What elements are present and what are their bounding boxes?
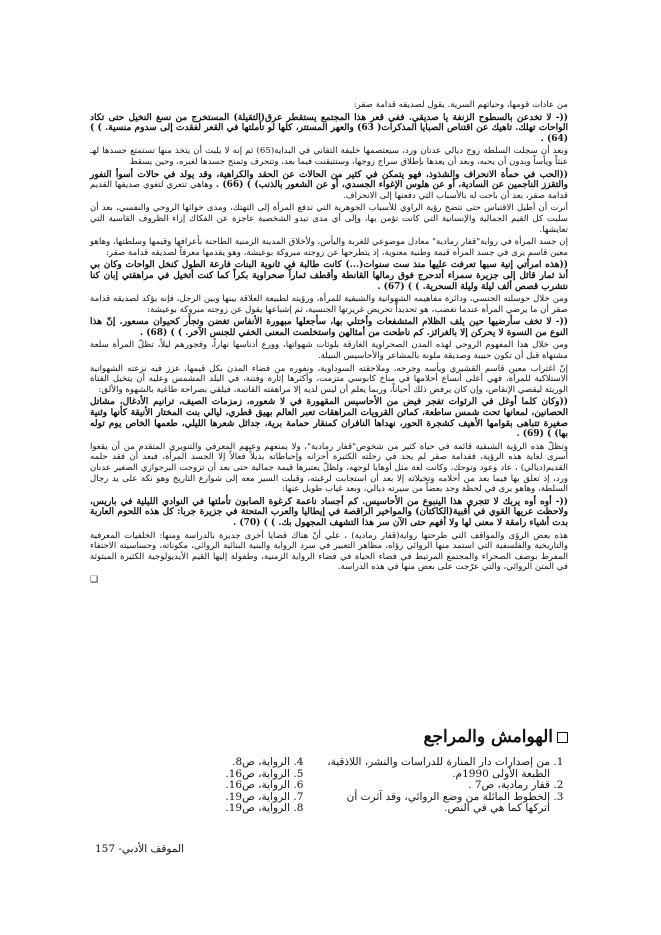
quote: ((- أوه أوه يربك لا تتجري هذا الينبوع من الأحاسيس. كم أجساد ناعمة كرغوة الصابون تأملتها في النوادي الليلية في باريس، ولاحظت عريها القوي في أقبية(الكاكتان) والمواخير الراقصة في إيطاليا والعرب المتحتة في جزيرة جربا: كل هذه اللحوم العاربة بدت أشياء رامقة لا معنى لها ولا أفهم حتى الآن سر هذا التشهف المجهول بك. ) ) (70) . — [90, 496, 568, 528]
page-footer: الموقف الأدبي- 157 — [95, 843, 185, 855]
quote: ((- لا تخف سأرضيها حين يلف الظلام المتشفعات وأختلي بها، سأجعلها مبهورة الأنفاس تغضن وتجأر كحيوان مسعور. إنّ هذا النوع من النسوة لا يحركن إلا بالغرائز. كم ناطحت من أمثالهن واستخلصت المعنى الخفي للجنس الآخر. ) ) (68) . — [90, 317, 568, 338]
paragraph: هذه بعض الرؤى والمواقف التي طرحتها رواية(قفار رمادية) ، علي أنّ هناك قضايا أخرى جديرة بالدراسة ومنها: الخلفيات المعرفية والتاريخية والفلسفية التي استمد منها الروائي رؤاه، مظاهر التعبير في سرد الرواية والبنية البنائية الروائي، مكوناته، وحساسيته الاحتفاء المفرط بوصف الصحراء والمجتمع المرتبط في فضاء الحياة في فضاء الرواية الزمنية، وطفولة إليها القيم الأيديولوجية الكثيرة المبثوثة في المتن الروائي، والتي عرّجت على بعض منها في هذه الدراسة. — [90, 530, 568, 573]
quote: ((هذه امرأتي إنية سبها تعرفت عليها منذ ست سنوات(...) كانت طالبة في ثانوية البنات فارعة الطول كنخل الواحات وكان بي أنذ ثمار قائل إلى جزيرة سمراء أتدحرج فوق رمالها القانطة وأقطف ثماراً صحراوية بكراً كما كنت أتخيل في مراهقتي إبان كنا نتشرب قصص ألف ليلة وليلة السحرية. ) ) (67) . — [90, 260, 568, 292]
footnotes-col-1 — [320, 757, 568, 815]
quote: ((الحب في حمأة الانحراف والشذوذ، فهو يتمكن في كثير من الحالات عن الحقد والكراهية، وقد يولد في حالات أسوأ النفور والتقزز الناجمين عن السادية، أو عن هلوس الإغواء الجسدي، أو عن الشعور بالذنب) ) (66) . — [90, 169, 568, 191]
footnote: 1. من إصدارات دار المنارة للدراسات والنشر، اللاذقية، الطبعة الأولى 1990م. — [320, 757, 550, 780]
paragraph: أنرت أن أطيل الاقتباس حتى تتضح رؤية الراوي للأسباب الجوهرية التي تدفع المرأة إلى التهتك، ومدى خوائها الروحي والنفسي، بعد أن سلبت كل القيم الجمالية والإنسانية التي كانت تؤمن بها، وإلى أي مدى تبدو الشخصية عاجزة عن الفكاك إزاء الظروف القاسية التي تعايشها. — [90, 203, 568, 235]
paragraph: إنّ اغتراب معين قاسم القشيري ويأسه وجرحه، وملاحقته السوداوية، ونفوره من فضاء المدن بكل قيمها، عزز فيه نزعته الشهوانية الاستلاكية للمرأة، فهي أعلى أنساع أحلامها في مناخ كابوسي متزمت، وأكثرها إثارة وفتنة، في البلد المشمس وعليه أن يتخيل الفتاة الوريثة ليقصي الإنقاص، وإن كان يرفض ذلك أحياناً، وربما يعلم أن ليس لديه إلا مراهقته القاتمة، فيلقي بصراحة طاغية بالشهوة والألق: — [90, 363, 568, 395]
paragraph: من عادات قومها، وحياتهم السرية. يقول لصديقه قدامة صقر: — [353, 100, 568, 110]
end-mark: ❑ — [90, 574, 99, 585]
references-heading — [423, 727, 568, 747]
article-body — [90, 100, 568, 586]
paragraph: ومن خلال حوسلته الجنسي، ودائرة مفاهيمه الشهوانية والشبقية للمرأة، ورؤيته لطبيعة العلاقة بينها وبين الرجل، فإنه يؤكد لصديقه قدامة صقر أن ما يرضي المرأة عندما تغضب، هو تحديداً تحريض غريزتها الجنسية، ثم إشباعها يقول عن زوجته مبروكة بوعيشة: — [90, 294, 568, 315]
footnote: 4. الرواية، ص8. — [90, 757, 290, 769]
checkbox-square-icon — [557, 732, 568, 743]
footnote: 8. الرواية، ص19. — [90, 803, 290, 815]
paragraph: ومن خلال هذا المفهوم الروحي لهذه المدن الصحراوية الغارقة بلوثات شهواتها، وورع أدناسها نهاراً، وفجورهم ليلاً، تظلّ المرأة سلعة مشتهاة قبل أن تكون حبيبة وصديقة ملونة بالمشاعر والأحاسيس النبيلة. — [90, 340, 568, 362]
quote: ((وكان كلما أوغل في الرئوات تفجر فيض من الأحاسيس المقهورة في لا شعوره، زمزمات الصيف، ترانيم الأدغال، مشاتل الحصانين، لمعانها تحت شمس ساطعة، كمائن القرويات المراهقات تعبر العالم بهيق قطري، ليالي بنت المختار الأنيقة كأنها وثنية صغيرة تتباهى بقوامها الأهيف كشجرة الحور، نهداها النافران كمنقار حمامة برية، جدائل شعرها الليلي، طعمها الخاص يوم توله بها) ) (69) . — [90, 397, 568, 440]
paragraph: وتظلّ هذه الرؤية الشبقية قائمة في حياة كثير من شخوص"قفار رمادية"، ولا يمنعهم وعيهم المعرفي والتنويري المتقدم من أن يقعوا أسرى لغاية هذه الرؤية، فقدامة صقر لم يجد في رحلته الكثيرة أحزانه وإحباطاته بديلاً فعالاً إلا الجسد المرأة، فبعد أن فقد حلمه القديم(ديالي) ، عاد وعود وتوحك، وكانت لغة مثل أوهايا لوجهه، ولظلّ يعتبرها قيمة جمالية حتى بعد أن تزوجت البرجوازي الصغير عدنان ورد، إذ تعلق بها فيما بعد من أحلامه وتخيلاته إلا بعد أن استجابت لرغبته، وقبلت السير معه إلى شوارع التاريخ وهو نكة على يد رجال السلطة، وهاهو يرى في لحظة وجد بعضاً من سيرته ديالي، وبعد غياب طويل عنها: — [90, 441, 568, 495]
footnotes-col-2 — [90, 757, 308, 815]
footnote: 7. الرواية، ص19. — [90, 792, 290, 804]
page — [90, 100, 568, 855]
references-title: الهوامش والمراجع — [423, 727, 553, 747]
footnote: 3. الخطوط المائلة من وضع الروائي، وقد آثرت أن أتركها كما هي في النص. — [320, 792, 550, 815]
footnote: 6. الرواية، ص16. — [90, 780, 290, 792]
paragraph: إن جسد المرأة في رواية"قفار رمادية" معادل موضوعي للغربة واليأس، ولأخلاق المدينة الزمنية الطاحنة بأعرافها وقيمها وسلطتها، وهاهو معين قاسم يرى في جسد المرأة قيمة وطنية معنوية، إذ يتطرحها عن زوجته مبروكة بوعيشة، وهو يقدمها معرفاً لصديقه قدامة صقر: — [90, 237, 568, 258]
paragraph-tail: وهاهي تتعري لتغوي صديقها القديم قدامة صقر، بعد أن باحت له بالأسباب التي دفعتها إلى الانحراف. — [90, 180, 568, 201]
quote: ((- لا تخدعن بالسطوح الزنفة يا صديقي. ففي قعر هذا المجتمع يستقطر عرق(التقيلة) المستخرج من نسغ النخيل حتى تكاد الواحات تهلك. تاهيك عن اقتناص الصبايا المذكرات( 63) والعهر المستتر، كلها لو تأملتها في القعر لفقدت إلى سدوم منسية. ) ) (64) . — [90, 112, 568, 144]
footnote: 2. قفار رمادية، ص7 . — [320, 780, 550, 792]
footnote: 5. الرواية، ص16. — [90, 769, 290, 781]
paragraph: وبعد أن سجلت السلطة زوج ديالي عدنان ورد، سيعتصمها خليفة التقاني في البداية(65) ثم إنه لا يلبث أن يتخذ منها تستمتع جسدها لهـ عبثاً ويأساً وبدون أن يحبه، وبعد أن يعدها بإطلاق سراح زوجها، وستتيقنت فيما بعد، وتتحرف وتمنح جسدها لغيره، وحين يسقط — [90, 146, 568, 167]
footnotes — [90, 757, 568, 815]
